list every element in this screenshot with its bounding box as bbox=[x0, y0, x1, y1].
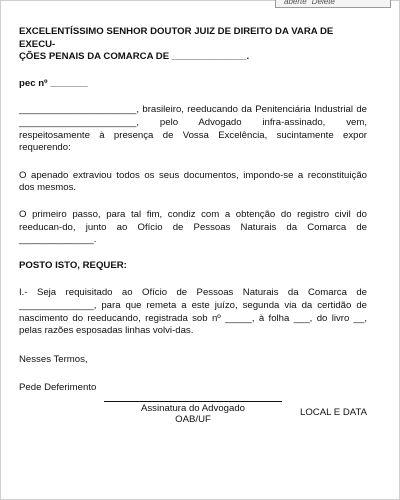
paragraph-request: I.- Seja requisitado ao Ofício de Pessoas Naturais da Comarca de ______________, para que remeta a este juízo, segunda via da certidão de nascimento do reeducando, registrada sob nº _____, à folha ___, do livro __, pelas razões esposadas linhas volvi-das. bbox=[19, 287, 367, 337]
pec-number: pec nº _______ bbox=[19, 77, 88, 89]
paragraph-first-step: O primeiro passo, para tal fim, condiz com a obtenção do registro civil do reeducan-do, junto ao Ofício de Pessoas Naturais da Comarca de ______________. bbox=[19, 208, 367, 246]
document-body bbox=[19, 26, 367, 419]
signature-name: Assinatura do Advogado bbox=[140, 403, 245, 414]
heading-line-2: ÇÕES PENAIS DA COMARCA DE ______________. bbox=[19, 51, 250, 63]
heading-line-1: EXCELENTÍSSIMO SENHOR DOUTOR JUIZ DE DIREITO DA VARA DE EXECU- bbox=[19, 26, 334, 50]
requer-heading: POSTO ISTO, REQUER: bbox=[19, 259, 127, 271]
paragraph-documents-lost: O apenado extraviou todos os seus documentos, impondo-se a reconstituição dos mesmos. bbox=[19, 169, 367, 194]
pede-deferimento: Pede Deferimento bbox=[19, 382, 97, 394]
delete-note: aberte "Delete" bbox=[275, 0, 391, 8]
closing-text: Nesses Termos, bbox=[19, 353, 88, 365]
signature-line bbox=[104, 401, 282, 402]
signature-oab: OAB/UF bbox=[175, 414, 211, 425]
paragraph-identification: ______________________, brasileiro, reeducando da Penitenciária Industrial de ______________________, pelo Advogado infra-assinado, vem, respeitosamente à presença de Vossa Excelência, sucintamente expor requerendo: bbox=[19, 104, 367, 154]
local-e-data: LOCAL E DATA bbox=[300, 406, 367, 418]
